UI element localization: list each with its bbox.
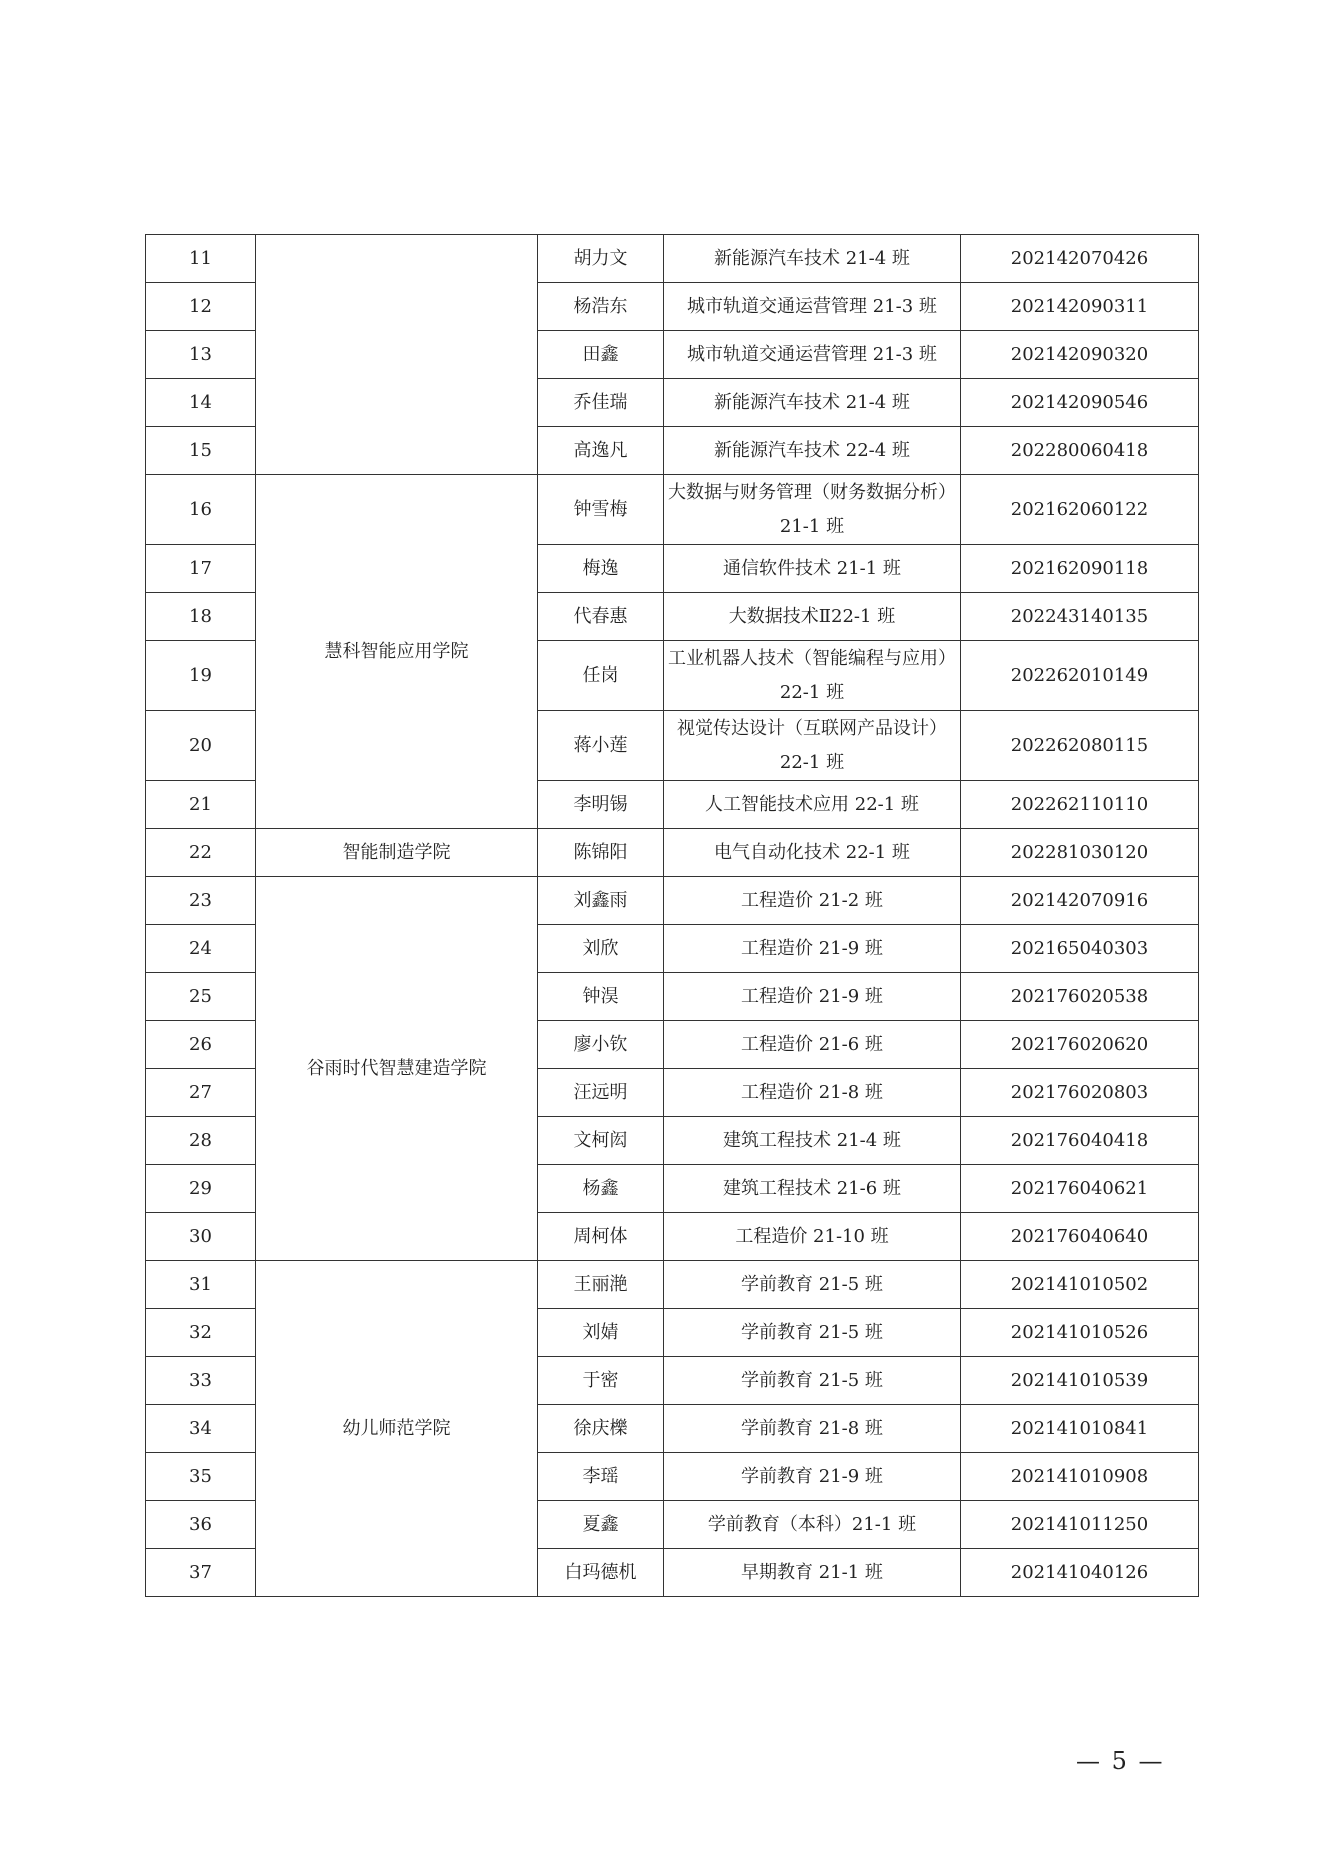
class-name: 工程造价 21-9 班 — [664, 925, 961, 973]
class-name: 工业机器人技术（智能编程与应用）22-1 班 — [664, 641, 961, 711]
class-name: 工程造价 21-6 班 — [664, 1021, 961, 1069]
college-cell: 幼儿师范学院 — [256, 1261, 538, 1597]
student-id: 202176020538 — [961, 973, 1199, 1021]
student-name: 夏鑫 — [538, 1501, 664, 1549]
row-number: 31 — [146, 1261, 256, 1309]
class-name: 建筑工程技术 21-4 班 — [664, 1117, 961, 1165]
class-name: 城市轨道交通运营管理 21-3 班 — [664, 283, 961, 331]
student-name: 白玛德机 — [538, 1549, 664, 1597]
class-name: 学前教育 21-5 班 — [664, 1357, 961, 1405]
college-cell: 智能制造学院 — [256, 829, 538, 877]
row-number: 29 — [146, 1165, 256, 1213]
student-name: 徐庆櫟 — [538, 1405, 664, 1453]
student-name: 王丽滟 — [538, 1261, 664, 1309]
student-id: 202262080115 — [961, 711, 1199, 781]
student-name: 乔佳瑞 — [538, 379, 664, 427]
row-number: 15 — [146, 427, 256, 475]
class-name: 建筑工程技术 21-6 班 — [664, 1165, 961, 1213]
row-number: 21 — [146, 781, 256, 829]
row-number: 17 — [146, 545, 256, 593]
row-number: 35 — [146, 1453, 256, 1501]
class-name: 人工智能技术应用 22-1 班 — [664, 781, 961, 829]
college-cell — [256, 235, 538, 475]
student-name: 刘鑫雨 — [538, 877, 664, 925]
student-name: 杨浩东 — [538, 283, 664, 331]
class-name: 学前教育 21-5 班 — [664, 1261, 961, 1309]
student-name: 陈锦阳 — [538, 829, 664, 877]
class-name: 城市轨道交通运营管理 21-3 班 — [664, 331, 961, 379]
page-number: — 5 — — [1076, 1747, 1165, 1775]
student-id: 202176040418 — [961, 1117, 1199, 1165]
row-number: 25 — [146, 973, 256, 1021]
class-name: 新能源汽车技术 21-4 班 — [664, 379, 961, 427]
student-id: 202141010539 — [961, 1357, 1199, 1405]
student-id: 202141010526 — [961, 1309, 1199, 1357]
student-id: 202280060418 — [961, 427, 1199, 475]
table-row — [146, 235, 1199, 283]
student-list-body — [146, 235, 1199, 1597]
class-name: 大数据技术Ⅱ22-1 班 — [664, 593, 961, 641]
class-name: 学前教育 21-8 班 — [664, 1405, 961, 1453]
student-name: 梅逸 — [538, 545, 664, 593]
student-name: 田鑫 — [538, 331, 664, 379]
row-number: 12 — [146, 283, 256, 331]
student-name: 胡力文 — [538, 235, 664, 283]
table-row — [146, 1261, 1199, 1309]
student-name: 文柯闳 — [538, 1117, 664, 1165]
student-name: 高逸凡 — [538, 427, 664, 475]
student-id: 202141011250 — [961, 1501, 1199, 1549]
student-id: 202141010502 — [961, 1261, 1199, 1309]
student-id: 202262110110 — [961, 781, 1199, 829]
row-number: 32 — [146, 1309, 256, 1357]
table-row — [146, 475, 1199, 545]
row-number: 27 — [146, 1069, 256, 1117]
student-name: 杨鑫 — [538, 1165, 664, 1213]
class-name: 工程造价 21-9 班 — [664, 973, 961, 1021]
row-number: 14 — [146, 379, 256, 427]
student-id: 202142090311 — [961, 283, 1199, 331]
class-name: 学前教育 21-9 班 — [664, 1453, 961, 1501]
class-name: 工程造价 21-8 班 — [664, 1069, 961, 1117]
row-number: 24 — [146, 925, 256, 973]
class-name: 电气自动化技术 22-1 班 — [664, 829, 961, 877]
student-name: 汪远明 — [538, 1069, 664, 1117]
student-id: 202262010149 — [961, 641, 1199, 711]
row-number: 37 — [146, 1549, 256, 1597]
student-id: 202176020620 — [961, 1021, 1199, 1069]
student-name: 蒋小莲 — [538, 711, 664, 781]
student-name: 李明锡 — [538, 781, 664, 829]
row-number: 26 — [146, 1021, 256, 1069]
class-name: 新能源汽车技术 21-4 班 — [664, 235, 961, 283]
student-id: 202243140135 — [961, 593, 1199, 641]
student-id: 202162090118 — [961, 545, 1199, 593]
row-number: 22 — [146, 829, 256, 877]
class-name: 新能源汽车技术 22-4 班 — [664, 427, 961, 475]
row-number: 16 — [146, 475, 256, 545]
row-number: 19 — [146, 641, 256, 711]
student-id: 202176020803 — [961, 1069, 1199, 1117]
college-cell: 慧科智能应用学院 — [256, 475, 538, 829]
student-name: 钟雪梅 — [538, 475, 664, 545]
row-number: 18 — [146, 593, 256, 641]
student-name: 李瑶 — [538, 1453, 664, 1501]
student-id: 202141010908 — [961, 1453, 1199, 1501]
row-number: 33 — [146, 1357, 256, 1405]
class-name: 学前教育（本科）21-1 班 — [664, 1501, 961, 1549]
class-name: 通信软件技术 21-1 班 — [664, 545, 961, 593]
row-number: 28 — [146, 1117, 256, 1165]
student-id: 202281030120 — [961, 829, 1199, 877]
student-list-table — [145, 234, 1199, 1597]
row-number: 11 — [146, 235, 256, 283]
student-name: 钟淏 — [538, 973, 664, 1021]
student-id: 202141040126 — [961, 1549, 1199, 1597]
student-id: 202142090320 — [961, 331, 1199, 379]
class-name: 工程造价 21-10 班 — [664, 1213, 961, 1261]
row-number: 20 — [146, 711, 256, 781]
row-number: 23 — [146, 877, 256, 925]
student-name: 廖小钦 — [538, 1021, 664, 1069]
student-name: 刘婧 — [538, 1309, 664, 1357]
class-name: 大数据与财务管理（财务数据分析）21-1 班 — [664, 475, 961, 545]
college-cell: 谷雨时代智慧建造学院 — [256, 877, 538, 1261]
student-id: 202176040640 — [961, 1213, 1199, 1261]
class-name: 视觉传达设计（互联网产品设计）22-1 班 — [664, 711, 961, 781]
student-name: 周柯体 — [538, 1213, 664, 1261]
class-name: 工程造价 21-2 班 — [664, 877, 961, 925]
student-id: 202141010841 — [961, 1405, 1199, 1453]
student-id: 202142070916 — [961, 877, 1199, 925]
student-name: 刘欣 — [538, 925, 664, 973]
class-name: 学前教育 21-5 班 — [664, 1309, 961, 1357]
student-name: 于密 — [538, 1357, 664, 1405]
row-number: 36 — [146, 1501, 256, 1549]
class-name: 早期教育 21-1 班 — [664, 1549, 961, 1597]
student-id: 202165040303 — [961, 925, 1199, 973]
row-number: 13 — [146, 331, 256, 379]
student-id: 202176040621 — [961, 1165, 1199, 1213]
student-id: 202142090546 — [961, 379, 1199, 427]
table-row — [146, 829, 1199, 877]
student-id: 202162060122 — [961, 475, 1199, 545]
table-row — [146, 877, 1199, 925]
student-name: 任岗 — [538, 641, 664, 711]
student-id: 202142070426 — [961, 235, 1199, 283]
student-name: 代春惠 — [538, 593, 664, 641]
row-number: 34 — [146, 1405, 256, 1453]
row-number: 30 — [146, 1213, 256, 1261]
